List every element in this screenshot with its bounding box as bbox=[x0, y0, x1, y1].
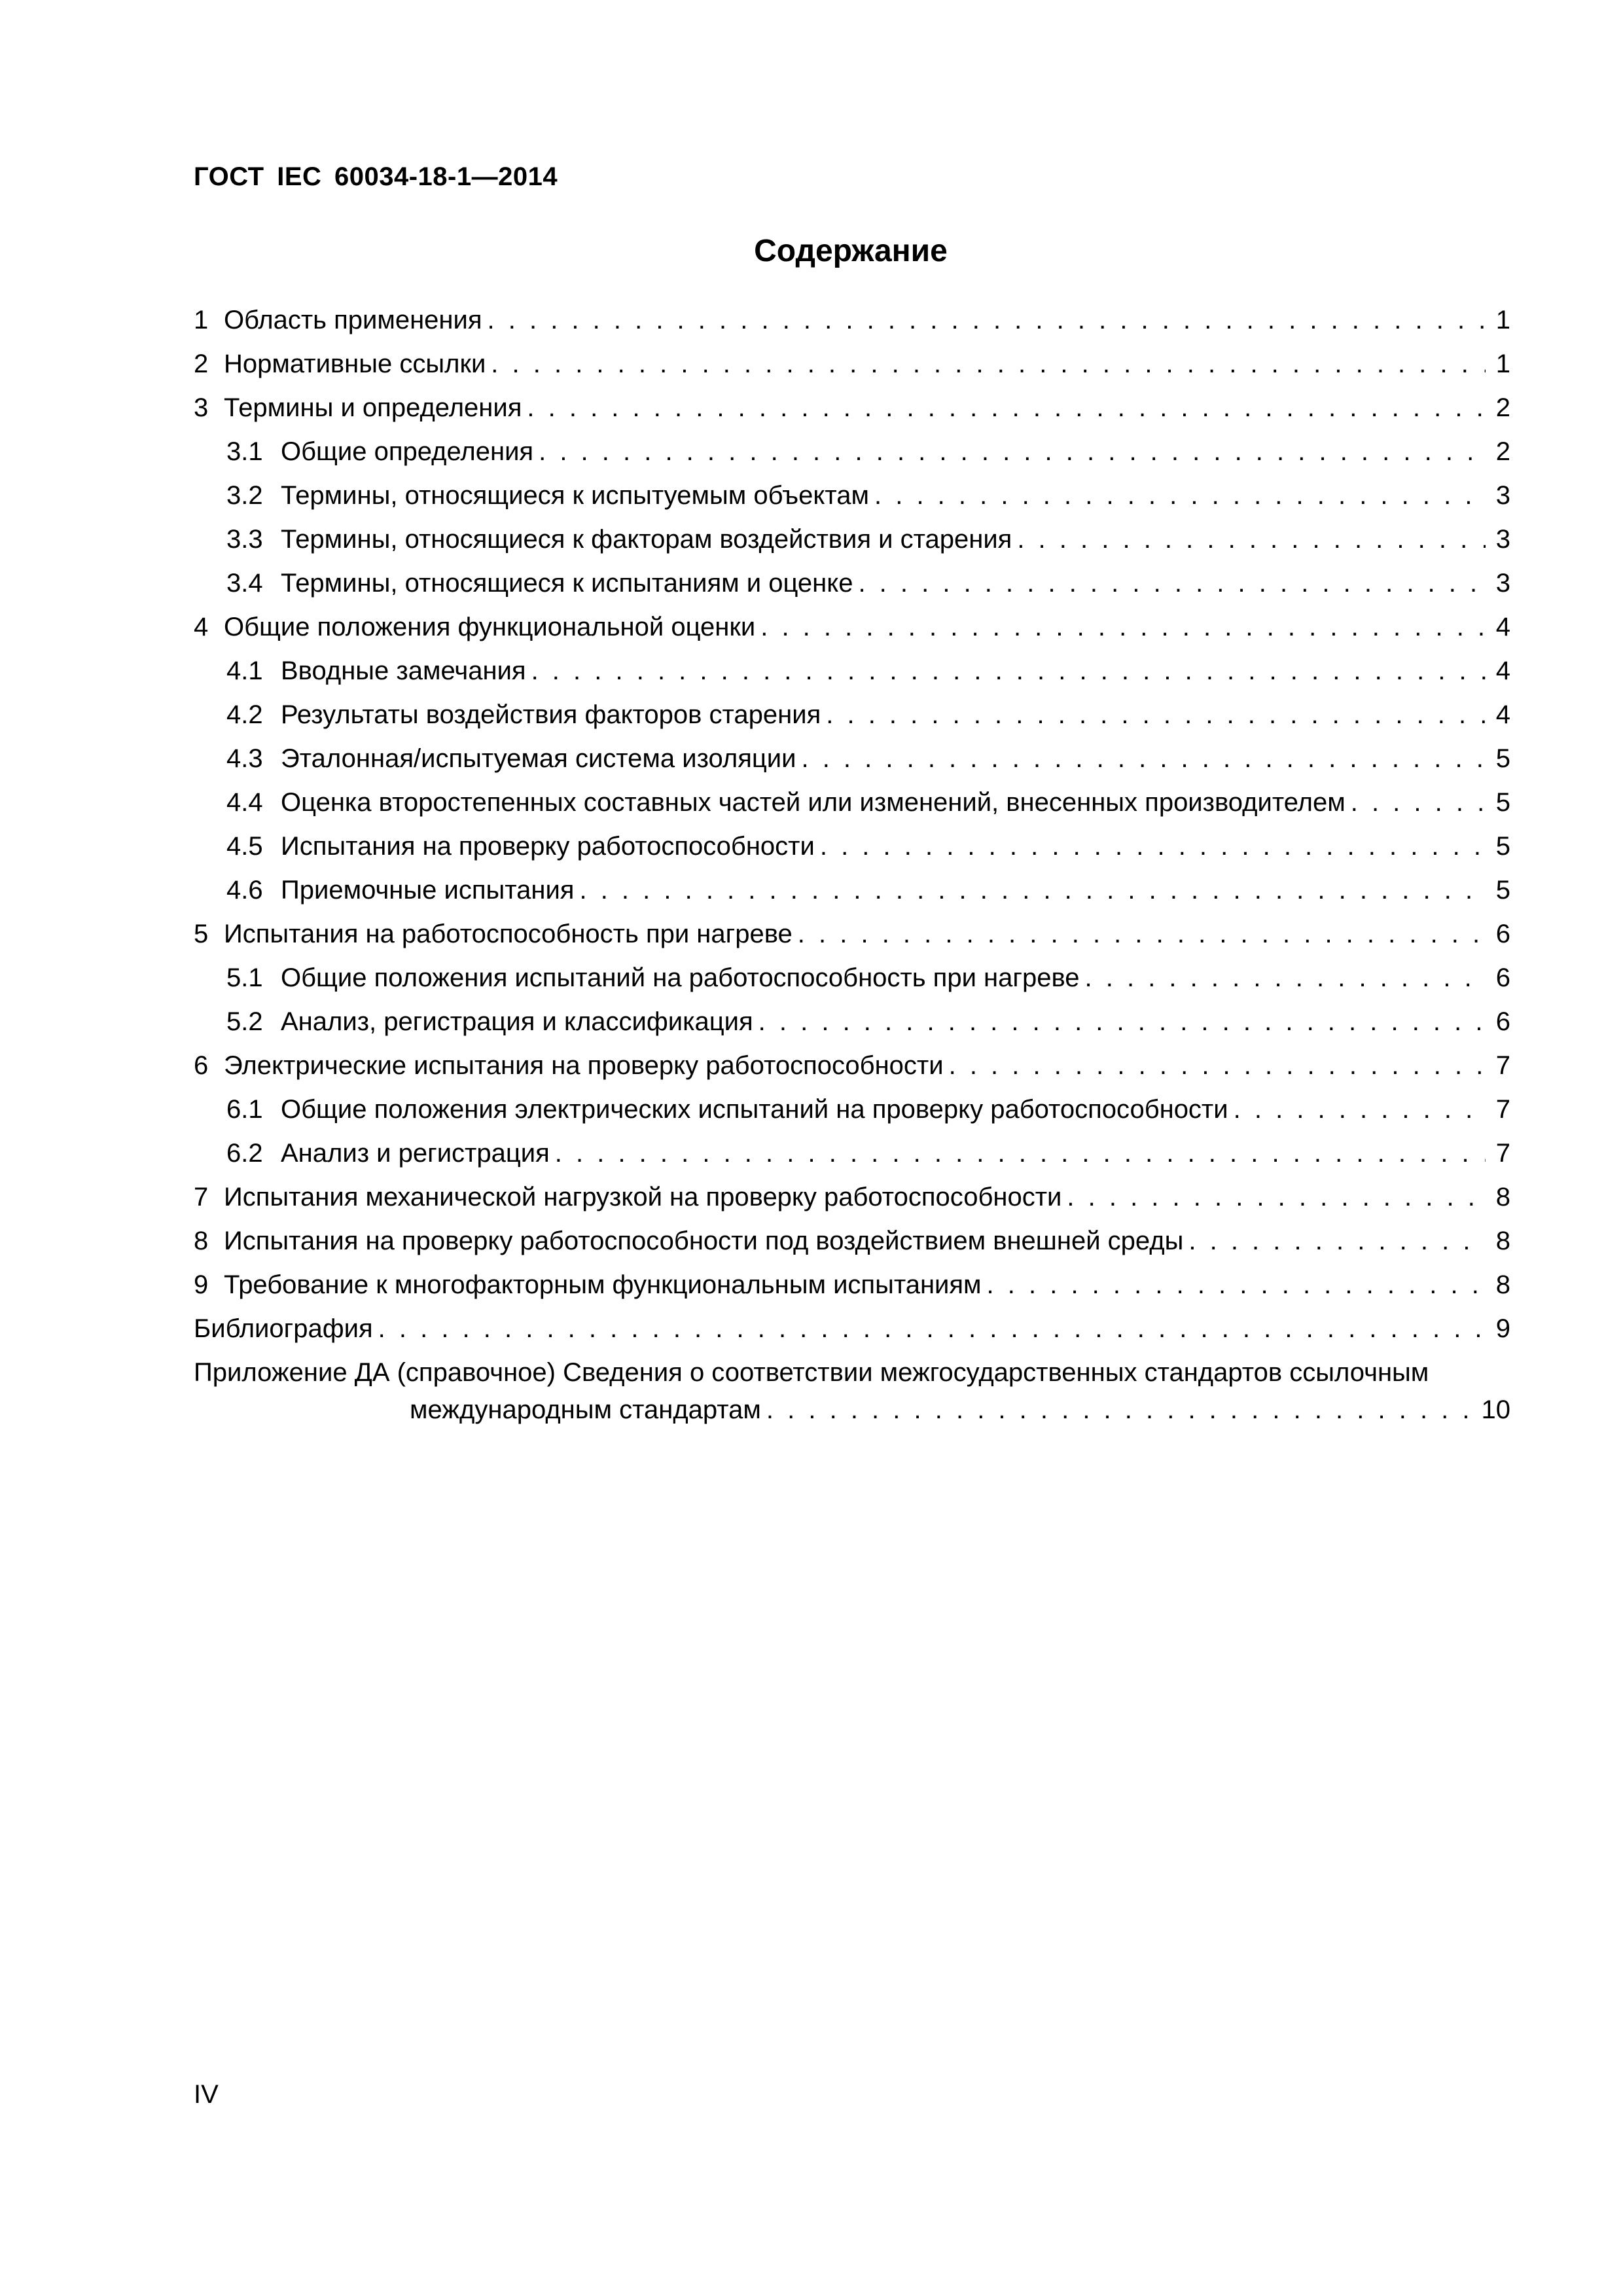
toc-entry-number: 3.3 bbox=[226, 525, 263, 554]
dot-leader bbox=[539, 430, 1486, 474]
toc-entry[interactable] bbox=[194, 737, 1510, 781]
toc-entry-title: Термины и определения bbox=[224, 393, 522, 422]
toc-entry-number: 9 bbox=[194, 1270, 209, 1299]
toc-entry-number: 4.3 bbox=[226, 744, 263, 773]
toc-entry-title: Библиография bbox=[194, 1314, 373, 1343]
dot-leader bbox=[874, 474, 1486, 518]
toc-entry[interactable] bbox=[194, 912, 1510, 956]
toc-entry-title: Требование к многофакторным функциональным испытаниям bbox=[224, 1270, 982, 1299]
toc-entry[interactable] bbox=[194, 298, 1510, 342]
dot-leader bbox=[858, 562, 1486, 605]
toc-entry-page: 6 bbox=[1495, 963, 1510, 992]
toc-entry-title: Испытания на работоспособность при нагреве bbox=[224, 920, 793, 948]
dot-leader bbox=[1351, 781, 1486, 825]
toc-entry[interactable] bbox=[194, 649, 1510, 693]
toc-entry-page: 8 bbox=[1495, 1270, 1510, 1299]
toc-entry[interactable] bbox=[194, 1263, 1510, 1307]
toc-entry-page: 3 bbox=[1495, 525, 1510, 554]
toc-entry-number: 4.2 bbox=[226, 700, 263, 729]
toc-entry-number: 5 bbox=[194, 920, 209, 948]
toc-entry-number: 6.2 bbox=[226, 1139, 263, 1168]
toc-entry-title: Термины, относящиеся к испытуемым объектам bbox=[281, 481, 869, 510]
toc-entry[interactable] bbox=[194, 693, 1510, 737]
toc-entry[interactable] bbox=[194, 605, 1510, 649]
toc-entry-title: Вводные замечания bbox=[281, 656, 526, 685]
toc-entry-page: 3 bbox=[1495, 569, 1510, 598]
dot-leader bbox=[801, 737, 1486, 781]
toc-entry-title: Электрические испытания на проверку работоспособности bbox=[224, 1051, 944, 1080]
toc-entry-page: 2 bbox=[1495, 393, 1510, 422]
toc-entry-title: Испытания механической нагрузкой на проверку работоспособности bbox=[224, 1183, 1062, 1211]
toc-entry[interactable] bbox=[194, 825, 1510, 869]
toc-entry-title: Общие положения электрических испытаний на проверку работоспособности bbox=[281, 1095, 1228, 1124]
toc-title: Содержание bbox=[754, 234, 948, 268]
toc-entry-annex[interactable] bbox=[194, 1351, 1510, 1432]
toc-entry-page: 6 bbox=[1495, 920, 1510, 948]
toc-entry[interactable] bbox=[194, 956, 1510, 1000]
toc-entry-number: 3.1 bbox=[226, 437, 263, 466]
toc-entry-number: 4.6 bbox=[226, 876, 263, 905]
toc-entry-title: Анализ и регистрация bbox=[281, 1139, 550, 1168]
page-number: IV bbox=[194, 2080, 219, 2109]
table-of-contents bbox=[194, 298, 1510, 1432]
toc-entry-number: 1 bbox=[194, 306, 209, 334]
dot-leader bbox=[760, 605, 1486, 649]
toc-entry-page: 5 bbox=[1495, 876, 1510, 905]
toc-entry-title: Эталонная/испытуемая система изоляции bbox=[281, 744, 796, 773]
toc-entry-page: 2 bbox=[1495, 437, 1510, 466]
toc-entry[interactable] bbox=[194, 1000, 1510, 1044]
dot-leader bbox=[798, 912, 1486, 956]
toc-entry[interactable] bbox=[194, 474, 1510, 518]
toc-entry-title: Приложение ДА (справочное) Сведения о соответствии межгосударственных стандартов ссылочным bbox=[194, 1358, 1429, 1387]
toc-entry[interactable] bbox=[194, 518, 1510, 562]
toc-entry[interactable] bbox=[194, 869, 1510, 912]
document-code: ГОСТ IEC 60034-18-1—2014 bbox=[194, 162, 558, 191]
toc-entry-page: 4 bbox=[1495, 700, 1510, 729]
toc-entry-title: Анализ, регистрация и классификация bbox=[281, 1007, 753, 1036]
toc-entry-page: 8 bbox=[1495, 1227, 1510, 1255]
toc-entry-title: Общие положения испытаний на работоспособность при нагреве bbox=[281, 963, 1080, 992]
toc-entry-title: Приемочные испытания bbox=[281, 876, 575, 905]
toc-entry-number: 4.1 bbox=[226, 656, 263, 685]
toc-entry[interactable] bbox=[194, 1088, 1510, 1132]
toc-entry-page: 6 bbox=[1495, 1007, 1510, 1036]
dot-leader bbox=[987, 1263, 1486, 1307]
toc-entry[interactable] bbox=[194, 1219, 1510, 1263]
toc-entry-page: 4 bbox=[1495, 613, 1510, 641]
toc-entry-title: Термины, относящиеся к испытаниям и оценке bbox=[281, 569, 853, 598]
dot-leader bbox=[949, 1044, 1486, 1088]
dot-leader bbox=[826, 693, 1486, 737]
dot-leader bbox=[531, 649, 1486, 693]
toc-entry-number: 4 bbox=[194, 613, 209, 641]
dot-leader bbox=[766, 1388, 1476, 1432]
dot-leader bbox=[1017, 518, 1486, 562]
toc-entry-page: 9 bbox=[1495, 1314, 1510, 1343]
toc-entry[interactable] bbox=[194, 1132, 1510, 1175]
dot-leader bbox=[1085, 956, 1486, 1000]
dot-leader bbox=[1188, 1219, 1486, 1263]
toc-entry-title: Нормативные ссылки bbox=[224, 350, 486, 378]
toc-entry[interactable] bbox=[194, 562, 1510, 605]
toc-entry[interactable] bbox=[194, 781, 1510, 825]
toc-entry[interactable] bbox=[194, 1044, 1510, 1088]
dot-leader bbox=[579, 869, 1486, 912]
toc-entry-number: 6 bbox=[194, 1051, 209, 1080]
dot-leader bbox=[527, 386, 1486, 430]
dot-leader bbox=[820, 825, 1486, 869]
dot-leader bbox=[491, 342, 1486, 386]
toc-entry[interactable] bbox=[194, 430, 1510, 474]
toc-entry-bibliography[interactable] bbox=[194, 1307, 1510, 1351]
toc-entry-page: 4 bbox=[1495, 656, 1510, 685]
toc-entry-page: 1 bbox=[1495, 306, 1510, 334]
toc-entry-page: 7 bbox=[1495, 1139, 1510, 1168]
toc-entry-number: 6.1 bbox=[226, 1095, 263, 1124]
dot-leader bbox=[1234, 1088, 1486, 1132]
toc-entry-number: 5.1 bbox=[226, 963, 263, 992]
toc-entry[interactable] bbox=[194, 1175, 1510, 1219]
dot-leader bbox=[1067, 1175, 1486, 1219]
toc-entry-page: 7 bbox=[1495, 1051, 1510, 1080]
toc-entry-title: Общие положения функциональной оценки bbox=[224, 613, 756, 641]
dot-leader bbox=[488, 298, 1486, 342]
toc-entry-page: 7 bbox=[1495, 1095, 1510, 1124]
toc-entry-number: 4.5 bbox=[226, 832, 263, 861]
toc-entry-page: 5 bbox=[1495, 744, 1510, 773]
toc-entry-page: 1 bbox=[1495, 350, 1510, 378]
dot-leader bbox=[555, 1132, 1486, 1175]
toc-entry-number: 3.2 bbox=[226, 481, 263, 510]
toc-entry-title: Термины, относящиеся к факторам воздействия и старения bbox=[281, 525, 1012, 554]
dot-leader bbox=[378, 1307, 1486, 1351]
toc-entry[interactable] bbox=[194, 386, 1510, 430]
toc-entry-page: 5 bbox=[1495, 788, 1510, 817]
toc-entry-number: 5.2 bbox=[226, 1007, 263, 1036]
toc-entry-title: Результаты воздействия факторов старения bbox=[281, 700, 821, 729]
toc-entry-page: 10 bbox=[1481, 1395, 1510, 1424]
dot-leader bbox=[758, 1000, 1486, 1044]
toc-entry-page: 3 bbox=[1495, 481, 1510, 510]
toc-entry-title: Оценка второстепенных составных частей или изменений, внесенных производителем bbox=[281, 788, 1346, 817]
toc-entry[interactable] bbox=[194, 342, 1510, 386]
toc-entry-page: 5 bbox=[1495, 832, 1510, 861]
toc-entry-number: 2 bbox=[194, 350, 209, 378]
toc-entry-number: 3 bbox=[194, 393, 209, 422]
toc-entry-title-continued bbox=[194, 1388, 1510, 1432]
toc-entry-title: Область применения bbox=[224, 306, 482, 334]
toc-entry-number: 4.4 bbox=[226, 788, 263, 817]
toc-entry-title-line2: международным стандартам bbox=[410, 1395, 761, 1424]
toc-entry-number: 8 bbox=[194, 1227, 209, 1255]
toc-entry-title: Испытания на проверку работоспособности bbox=[281, 832, 815, 861]
toc-entry-page: 8 bbox=[1495, 1183, 1510, 1211]
toc-entry-title: Испытания на проверку работоспособности под воздействием внешней среды bbox=[224, 1227, 1184, 1255]
toc-entry-number: 3.4 bbox=[226, 569, 263, 598]
toc-entry-number: 7 bbox=[194, 1183, 209, 1211]
toc-entry-title: Общие определения bbox=[281, 437, 534, 466]
